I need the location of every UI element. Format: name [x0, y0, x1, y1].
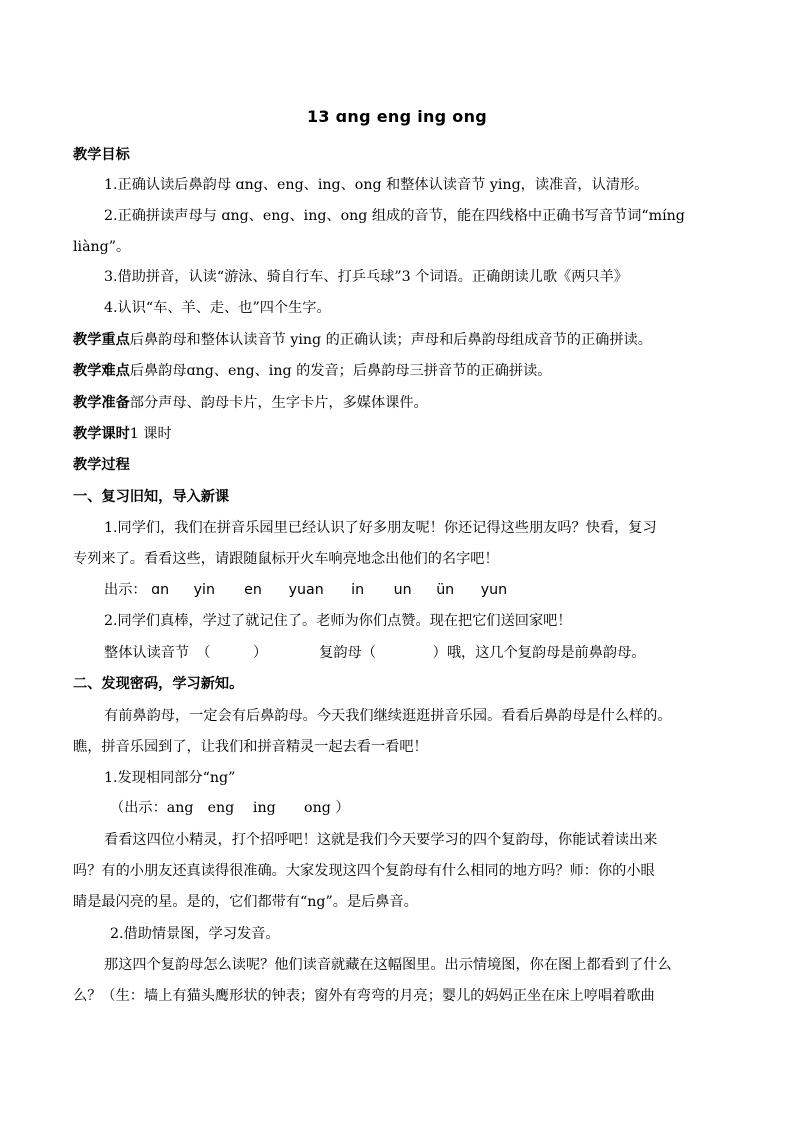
lesson-title: 13 ɑng eng ing ong	[306, 107, 488, 126]
difficulties	[73, 361, 733, 381]
preparation	[73, 393, 733, 413]
key-points-text: 后鼻韵母和整体认读音节 ying 的正确认读；声母和后鼻韵母组成音节的正确拼读。	[129, 332, 652, 348]
goal-item-2-continued: liàng”。	[73, 239, 131, 255]
step1-heading: 1.发现相同部分“ng”	[104, 770, 236, 786]
section2-intro-line1: 有前鼻韵母，一定会有后鼻韵母。今天我们继续逛逛拼音乐园。看看后鼻韵母是什么样的。	[104, 708, 672, 724]
section2-question-line2: 么？（生：墙上有猫头鹰形状的钟表；窗外有弯弯的月亮；婴儿的妈妈正坐在床上哼唱着歌曲	[73, 988, 655, 1004]
section2-intro-line2: 瞧，拼音乐园到了，让我们和拼音精灵一起去看一看吧！	[73, 739, 428, 755]
syllable: ɑn	[151, 582, 170, 598]
syllable: yin	[193, 582, 215, 598]
hours-label: 教学课时	[73, 426, 130, 442]
process-heading: 教学过程	[73, 457, 130, 473]
step2-heading: 2.借助情景图，学习发音。	[110, 926, 280, 942]
section1-paragraph1-line1: 1.同学们，我们在拼音乐园里已经认识了好多朋友呢！你还记得这些朋友吗？快看，复习	[104, 520, 657, 536]
syllable: yuan	[288, 582, 324, 598]
section2-paragraph-line3: 睛是最闪亮的星。是的，它们都带有“ng”。是后鼻音。	[73, 894, 418, 910]
syllable: yun	[480, 582, 508, 598]
show-label: 出示：	[104, 582, 147, 598]
section1-paragraph2: 2.同学们真棒，学过了就记住了。老师为你们点赞。现在把它们送回家吧！	[104, 613, 572, 629]
goal-item-1: 1.正确认读后鼻韵母 ɑng、eng、ing、ong 和整体认读音节 ying，读准音，认清形。	[104, 177, 649, 193]
preparation-label: 教学准备	[73, 395, 130, 411]
hours-text: 1 课时	[129, 426, 172, 442]
key-points-label: 教学重点	[73, 332, 130, 348]
goal-item-3: 3.借助拼音，认读“游泳、骑自行车、打乒乓球”3 个词语。正确朗读儿歌《两只羊》	[104, 269, 628, 285]
syllable-display	[104, 580, 764, 600]
syllable: ün	[436, 582, 455, 598]
goal-item-4: 4.认识“车、羊、走、也”四个生字。	[104, 300, 331, 316]
syllable: in	[351, 582, 365, 598]
fill-compound-finals: 复韵母（ ）哦，这几个复韵母是前鼻韵母。	[319, 645, 646, 661]
goals-heading: 教学目标	[73, 147, 130, 163]
goal-item-2: 2.正确拼读声母与 ɑng、eng、ing、ong 组成的音节，能在四线格中正确书写音节词“míng	[104, 208, 685, 224]
preparation-text: 部分声母、韵母卡片，生字卡片，多媒体课件。	[129, 395, 428, 411]
section2-heading: 二、发现密码，学习新知。	[73, 676, 244, 692]
step1-show-line: （出示：ang eng ing ong ）	[110, 800, 350, 816]
key-points	[73, 330, 733, 350]
section2-question-line1: 那这四个复韵母怎么读呢？他们读音就藏在这幅图里。出示情境图，你在图上都看到了什么	[104, 957, 672, 973]
syllable: en	[244, 582, 262, 598]
section1-paragraph1-line2: 专列来了。看看这些，请跟随鼠标开火车响亮地念出他们的名字吧！	[73, 551, 499, 567]
lesson-hours	[73, 424, 733, 444]
section2-paragraph-line1: 看看这四位小精灵，打个招呼吧！这就是我们今天要学习的四个复韵母，你能试着读出来	[104, 832, 658, 848]
section1-heading: 一、复习旧知，导入新课	[73, 489, 230, 505]
section2-paragraph-line2: 吗？有的小朋友还真读得很准确。大家发现这四个复韵母有什么相同的地方吗？师：你的小眼	[73, 863, 655, 879]
difficulties-text: 后鼻韵母ɑng、eng、ing 的发音；后鼻韵母三拼音节的正确拼读。	[129, 363, 552, 379]
syllable: un	[393, 582, 412, 598]
fill-whole-syllables: 整体认读音节 （ ）	[104, 645, 268, 661]
difficulties-label: 教学难点	[73, 363, 130, 379]
fill-in-line	[104, 643, 764, 663]
